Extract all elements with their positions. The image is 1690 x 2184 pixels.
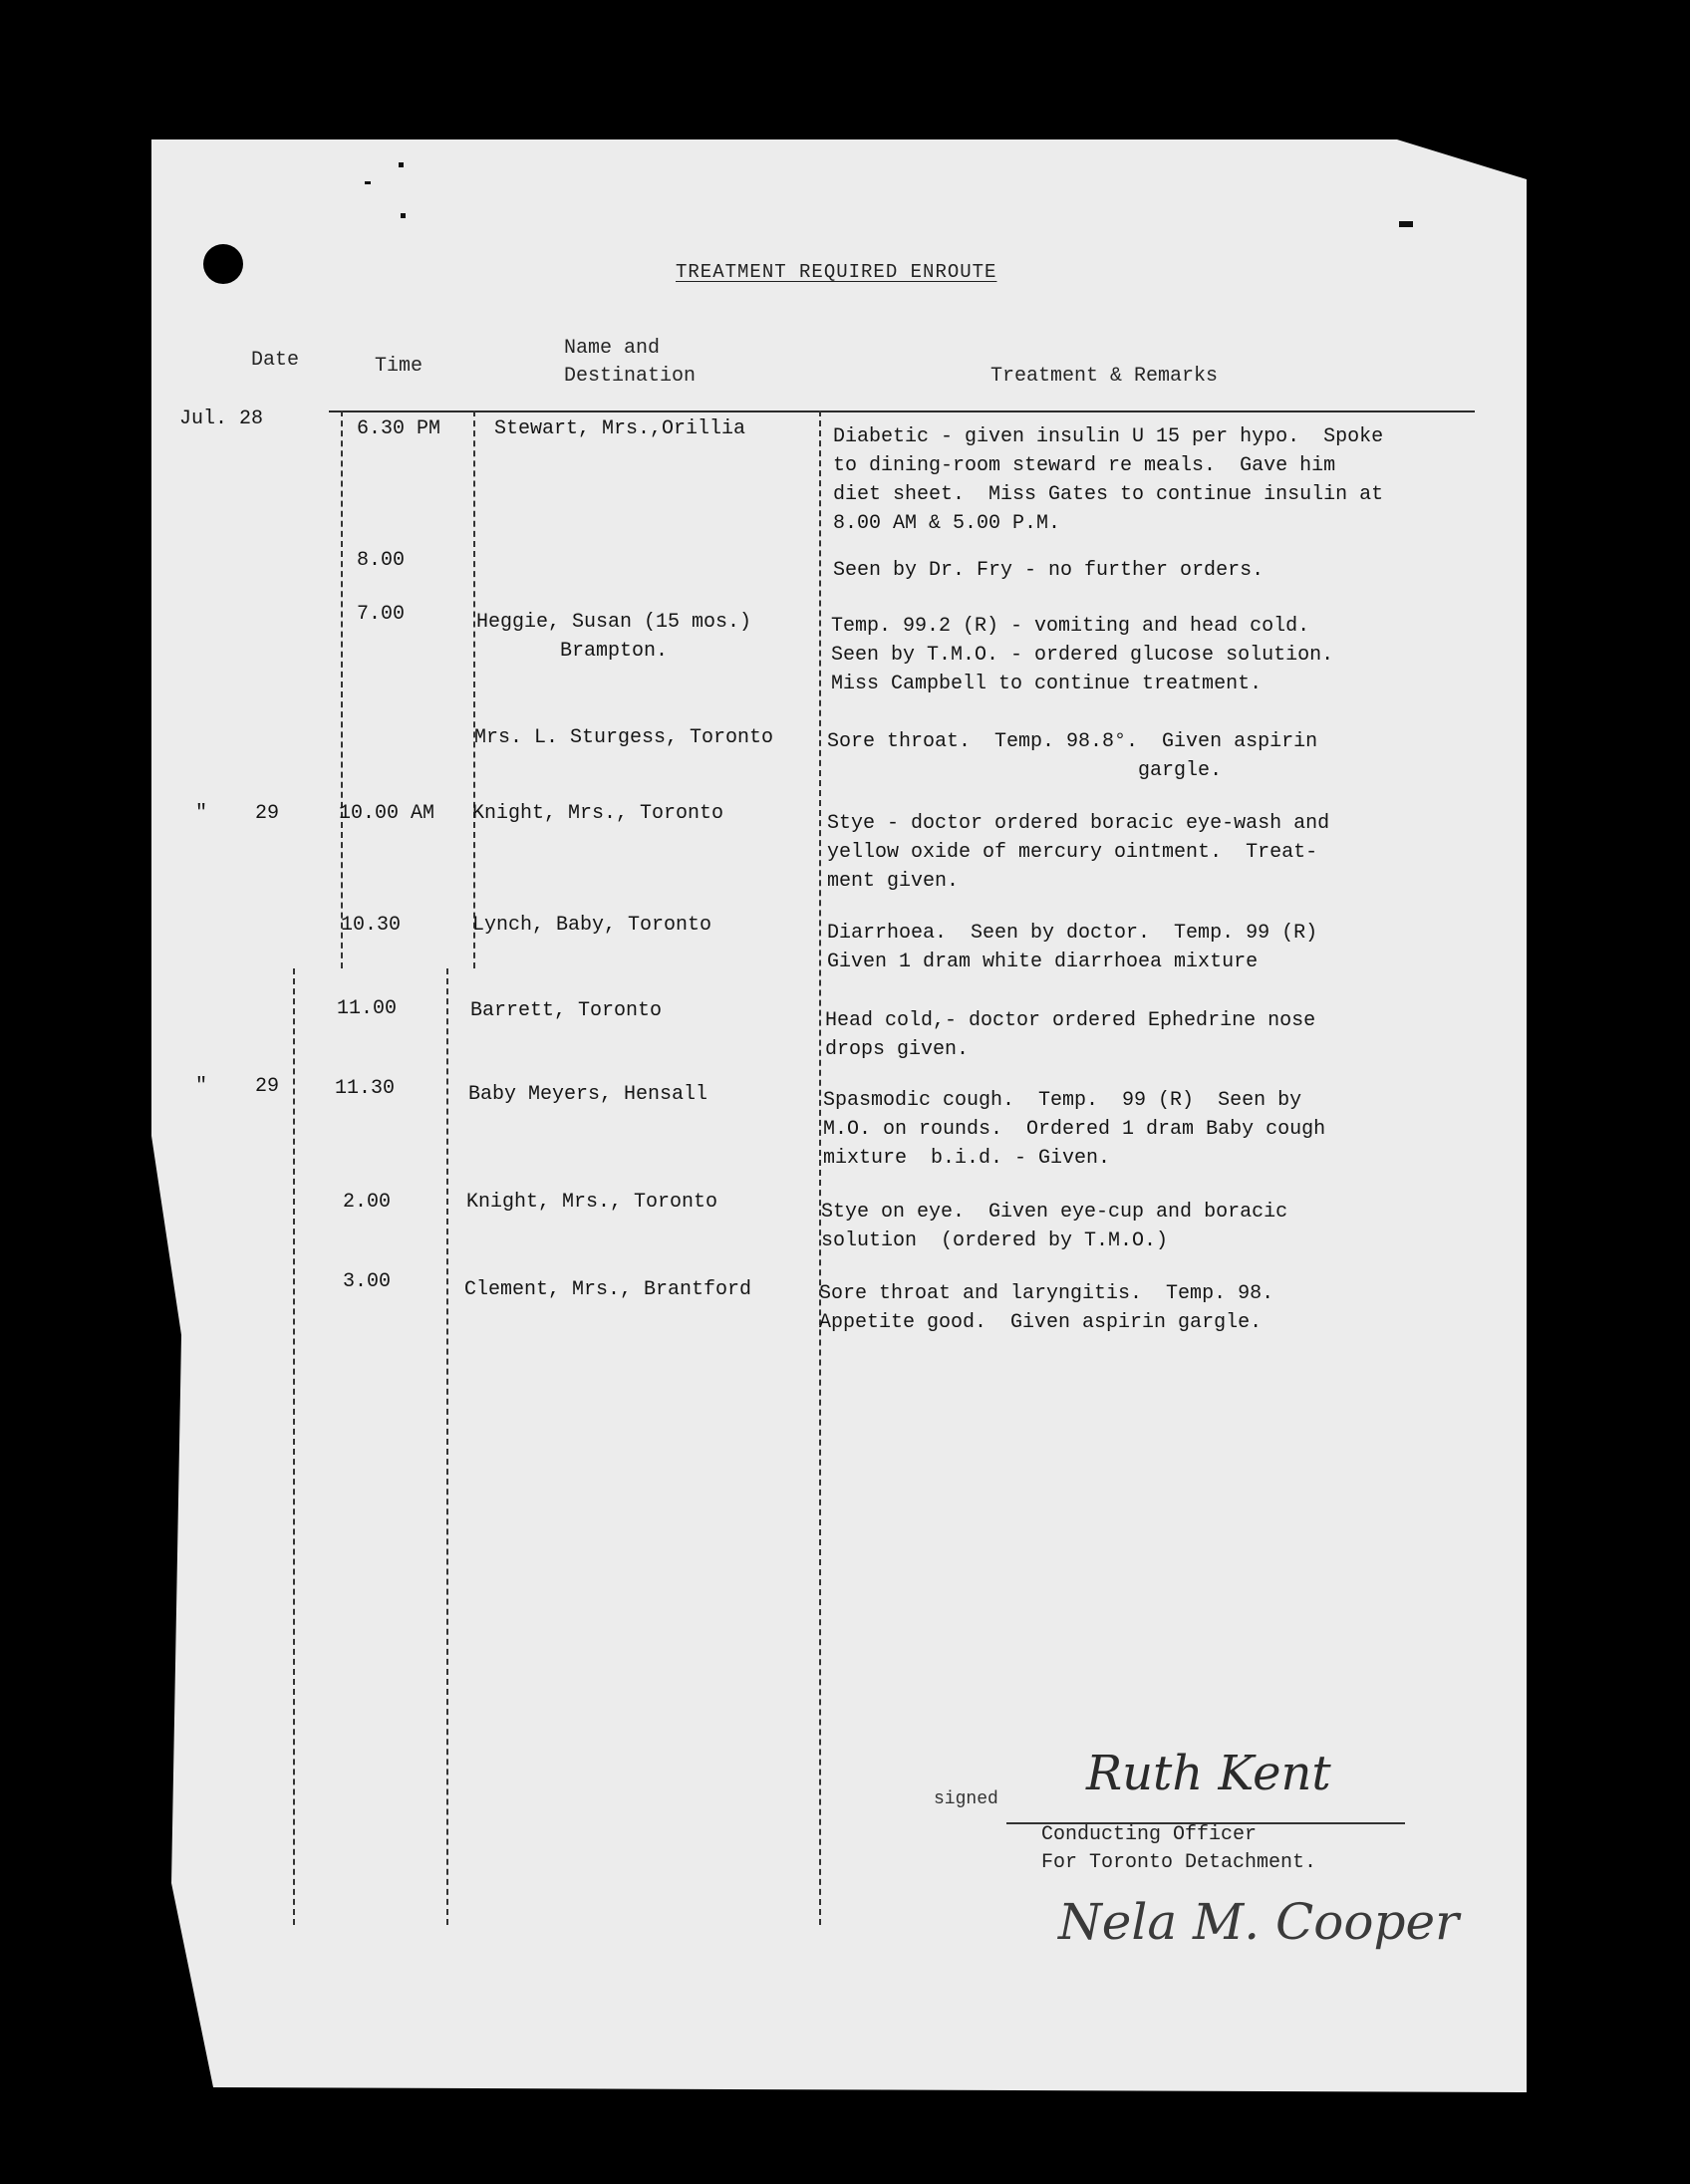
signature-title-line2: For Toronto Detachment.	[1041, 1851, 1317, 1874]
row-date: " 29	[195, 802, 280, 825]
column-divider-time-lower	[446, 968, 448, 1925]
row-name: Knight, Mrs., Toronto	[472, 802, 724, 825]
punch-hole	[203, 244, 243, 284]
row-remarks: Spasmodic cough. Temp. 99 (R) Seen by M.O. on rounds. Ordered 1 dram Baby cough mixture b.i.d. - Given.	[823, 1089, 1326, 1170]
column-divider-date	[341, 410, 343, 968]
row-time: 6.30 PM	[357, 417, 441, 440]
row-name: Knight, Mrs., Toronto	[466, 1191, 718, 1214]
header-name-line1: Name and	[564, 337, 661, 360]
row-remarks: Stye - doctor ordered boracic eye-wash and yellow oxide of mercury ointment. Treat- ment given.	[827, 812, 1330, 893]
row-remarks: Head cold,- doctor ordered Ephedrine nose drops given.	[825, 1009, 1316, 1061]
row-time: 11.30	[335, 1077, 396, 1100]
ink-speck	[399, 162, 404, 167]
row-remarks: Sore throat and laryngitis. Temp. 98. Appetite good. Given aspirin gargle.	[819, 1282, 1274, 1334]
row-remarks: Seen by Dr. Fry - no further orders.	[833, 559, 1265, 582]
row-time: 3.00	[343, 1270, 392, 1293]
row-name: Baby Meyers, Hensall	[468, 1083, 708, 1106]
countersignature-handwritten: Nela M. Cooper	[1058, 1893, 1459, 1951]
row-date: Jul. 28	[179, 408, 264, 430]
row-remarks: Stye on eye. Given eye-cup and boracic solution (ordered by T.M.O.)	[821, 1201, 1288, 1252]
row-remarks: Diabetic - given insulin U 15 per hypo. Spoke to dining-room steward re meals. Gave him diet sheet. Miss Gates to continue insulin at 8.00 AM & 5.00 P.M.	[833, 425, 1384, 535]
row-time: 10.30	[341, 914, 402, 937]
signed-label: signed	[934, 1789, 998, 1809]
ink-speck	[1399, 221, 1413, 227]
row-remarks: Temp. 99.2 (R) - vomiting and head cold. Seen by T.M.O. - ordered glucose solution. Miss Campbell to continue treatment.	[831, 615, 1334, 695]
row-name: Stewart, Mrs.,Orillia	[494, 417, 746, 440]
ink-speck	[401, 213, 406, 218]
row-date: " 29	[195, 1075, 280, 1098]
column-divider-name	[819, 410, 821, 1925]
row-time: 2.00	[343, 1191, 392, 1214]
row-name: Barrett, Toronto	[470, 999, 663, 1022]
row-name: Lynch, Baby, Toronto	[472, 914, 712, 937]
row-remarks: Sore throat. Temp. 98.8°. Given aspirin gargle.	[827, 730, 1318, 782]
signature-title-line1: Conducting Officer	[1041, 1823, 1258, 1846]
row-name: Heggie, Susan (15 mos.) Brampton.	[476, 611, 752, 663]
row-time: 7.00	[357, 603, 406, 626]
row-time: 8.00	[357, 549, 406, 572]
document-title: TREATMENT REQUIRED ENROUTE	[676, 261, 997, 283]
header-date: Date	[251, 349, 300, 372]
signature-handwritten: Ruth Kent	[1086, 1746, 1331, 1801]
header-rule	[329, 410, 1475, 412]
row-time: 10.00 AM	[339, 802, 435, 825]
header-remarks: Treatment & Remarks	[990, 365, 1219, 388]
header-time: Time	[375, 355, 423, 378]
ink-speck	[365, 181, 371, 184]
column-divider-date-lower	[293, 968, 295, 1925]
row-name: Mrs. L. Sturgess, Toronto	[474, 726, 774, 749]
row-remarks: Diarrhoea. Seen by doctor. Temp. 99 (R) Given 1 dram white diarrhoea mixture	[827, 922, 1318, 973]
header-name-line2: Destination	[564, 365, 697, 388]
row-time: 11.00	[337, 997, 398, 1020]
column-divider-time	[473, 410, 475, 968]
row-name: Clement, Mrs., Brantford	[464, 1278, 752, 1301]
